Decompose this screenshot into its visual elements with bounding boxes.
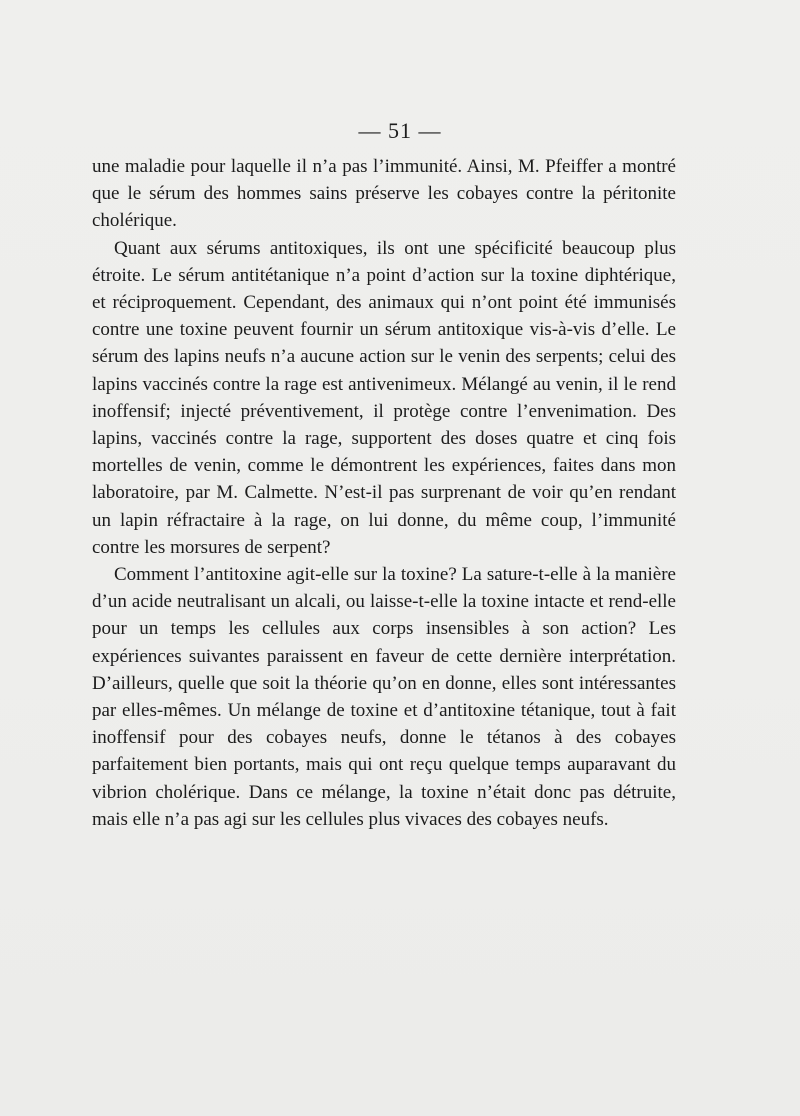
paragraph-2: Quant aux sérums antitoxiques, ils ont une spécificité beaucoup plus étroite. Le sérum antitétanique n’a point d’action sur la toxine diphtérique, et réciproquement. Cependant, des animaux qui n’ont point été immunisés contre une toxine peuvent fournir un sérum antitoxique vis-à-vis d’elle. Le sérum des lapins neufs n’a aucune action sur le venin des serpents; celui des lapins vaccinés contre la rage est antivenimeux. Mélangé au venin, il le rend inoffensif; injecté préventivement, il protège contre l’envenimation. Des lapins, vaccinés contre la rage, supportent des doses quatre et cinq fois mortelles de venin, comme le démontrent les expériences, faites dans mon laboratoire, par M. Calmette. N’est-il pas surprenant de voir qu’en rendant un lapin réfractaire à la rage, on lui donne, du même coup, l’immunité contre les morsures de serpent? [92,237,676,558]
paragraph-3: Comment l’antitoxine agit-elle sur la toxine? La sature-t-elle à la manière d’un acide neutralisant un alcali, ou laisse-t-elle la toxine intacte et rend-elle pour un temps les cellules aux corps insensibles à son action? Les expériences suivantes paraissent en faveur de cette dernière interprétation. D’ailleurs, quelle que soit la théorie qu’on en donne, elles sont intéressantes par elles-mêmes. Un mélange de toxine et d’antitoxine tétanique, tout à fait inoffensif pour des cobayes neufs, donne le tétanos à des cobayes parfaitement bien portants, mais qui ont reçu quelque temps auparavant du vibrion cholérique. Dans ce mélange, la toxine n’était donc pas détruite, mais elle n’a pas agi sur les cellules plus vivaces des cobayes neufs. [92,564,676,830]
paragraph-1: une maladie pour laquelle il n’a pas l’immunité. Ainsi, M. Pfeiffer a montré que le sérum des hommes sains préserve les cobayes contre la péritonite cholérique. [92,156,676,232]
page-number: — 51 — [358,118,442,143]
body-text [92,153,676,833]
